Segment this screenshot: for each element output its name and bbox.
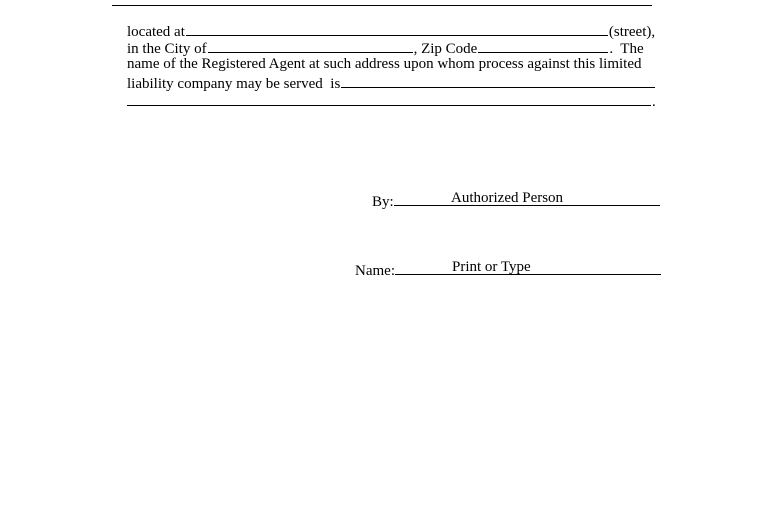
zip-code-label: , Zip Code — [413, 41, 478, 57]
served-text: liability company may be served is — [127, 76, 341, 92]
name-label: Name: — [355, 263, 395, 279]
continuation-period: . — [652, 94, 656, 110]
street-suffix: (street), — [608, 24, 656, 40]
continuation-line — [112, 72, 656, 110]
city-label: in the City of — [127, 41, 207, 57]
zip-suffix: . The — [609, 41, 644, 57]
by-label: By: — [372, 194, 394, 210]
served-line — [112, 54, 656, 92]
registered-agent-text: name of the Registered Agent at such address upon whom process against this limited — [127, 56, 642, 72]
authorized-person-caption: Authorized Person — [451, 190, 564, 206]
located-at-label: located at — [127, 24, 185, 40]
registered-agent-line — [112, 36, 644, 72]
print-or-type-caption: Print or Type — [452, 259, 531, 275]
continuation-blank[interactable] — [127, 91, 651, 106]
